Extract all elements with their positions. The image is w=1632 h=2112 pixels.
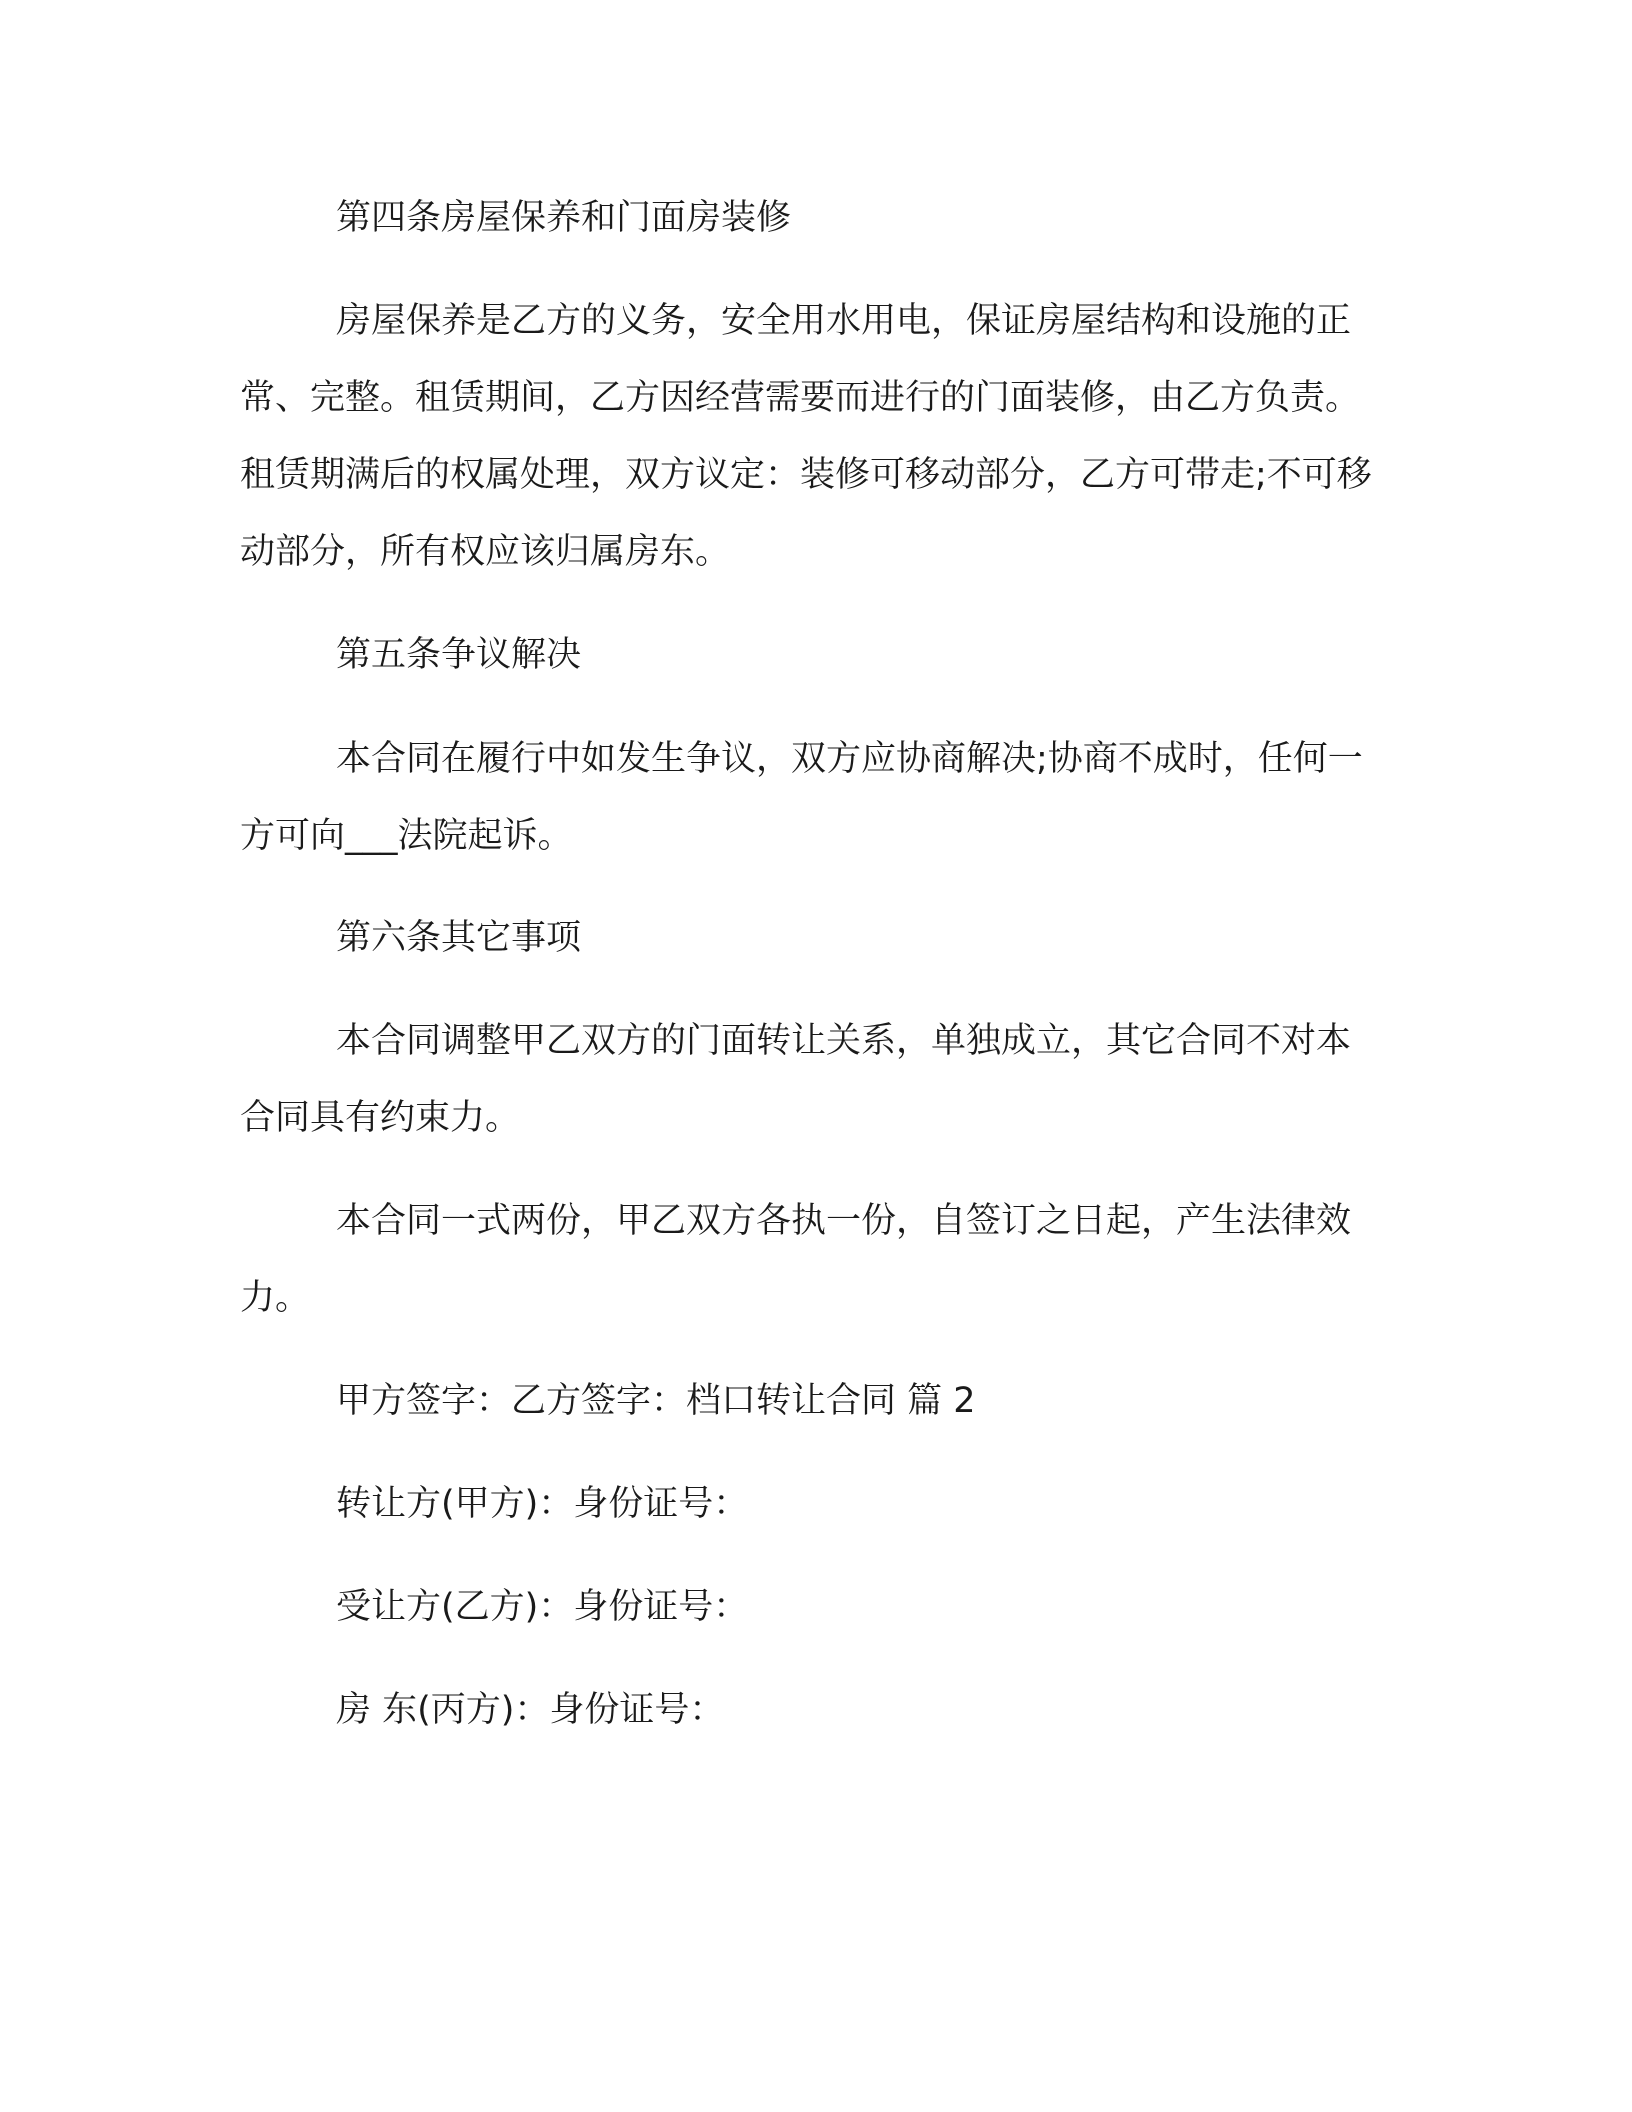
paragraph-copies: 本合同一式两份，甲乙双方各执一份，自签订之日起，产生法律效力。 [240,1201,1352,1318]
paragraph-independence: 本合同调整甲乙双方的门面转让关系，单独成立，其它合同不对本合同具有约束力。 [240,1021,1352,1138]
heading-article-6: 第六条其它事项 [336,918,582,958]
signature-line: 甲方签字：乙方签字：档口转让合同 篇 2 [336,1381,976,1421]
transferee-line: 受让方(乙方)：身份证号： [336,1587,749,1627]
heading-article-5: 第五条争议解决 [336,635,582,675]
landlord-line: 房 东(丙方)：身份证号： [336,1690,725,1730]
transferor-line: 转让方(甲方)：身份证号： [336,1484,749,1524]
paragraph-maintenance: 房屋保养是乙方的义务，安全用水用电，保证房屋结构和设施的正常、完整。租赁期间，乙方因经营需要而进行的门面装修，由乙方负责。租赁期满后的权属处理，双方议定：装修可移动部分，乙方可带走;不可移动部分，所有权应该归属房东。 [240,301,1372,572]
paragraph-dispute: 本合同在履行中如发生争议，双方应协商解决;协商不成时，任何一方可向___法院起诉。 [240,739,1363,856]
heading-article-4: 第四条房屋保养和门面房装修 [336,198,792,238]
